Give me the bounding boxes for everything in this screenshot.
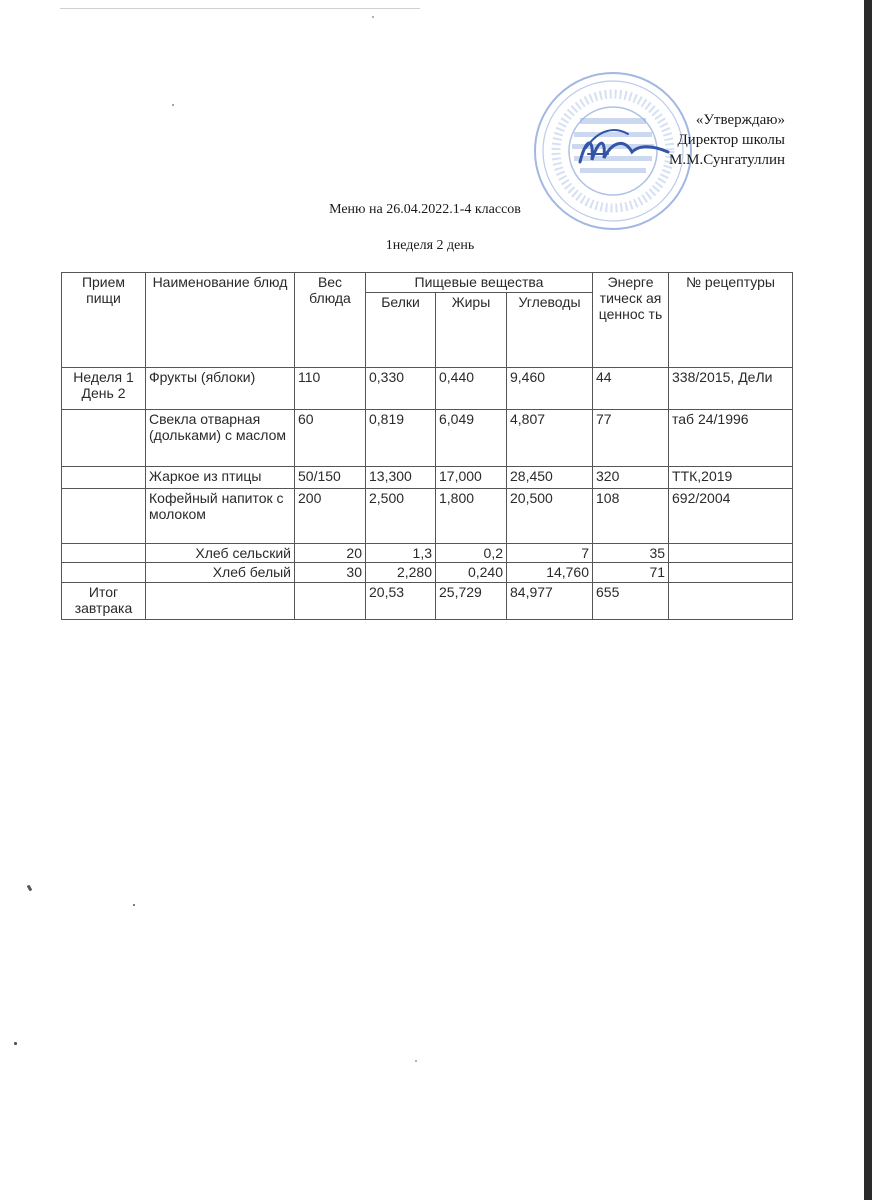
- cell-carbs: 28,450: [507, 467, 593, 489]
- scan-edge-line: [60, 8, 420, 9]
- cell-protein: 2,280: [366, 563, 436, 583]
- cell-recipe: [669, 544, 793, 563]
- header-energy: Энерге тическ ая ценнос ть: [593, 273, 669, 368]
- header-meal: Прием пищи: [62, 273, 146, 368]
- scan-speck: [172, 104, 174, 106]
- cell-energy: 71: [593, 563, 669, 583]
- cell-weight: 110: [295, 368, 366, 410]
- header-recipe: № рецептуры: [669, 273, 793, 368]
- approval-line-2: Директор школы: [677, 132, 785, 148]
- cell-meal: [62, 489, 146, 544]
- approval-block: [620, 110, 785, 170]
- cell-recipe: таб 24/1996: [669, 410, 793, 467]
- cell-dish: Жаркое из птицы: [146, 467, 295, 489]
- cell-recipe: [669, 563, 793, 583]
- cell-meal: [62, 563, 146, 583]
- cell-fat: 17,000: [436, 467, 507, 489]
- header-carbs: Углеводы: [507, 293, 593, 368]
- cell-protein: 0,330: [366, 368, 436, 410]
- cell-energy: 77: [593, 410, 669, 467]
- cell-meal: Итог завтрака: [62, 583, 146, 620]
- cell-protein: 2,500: [366, 489, 436, 544]
- menu-table: [61, 272, 793, 620]
- scan-speck: [27, 885, 33, 892]
- cell-dish: Хлеб белый: [146, 563, 295, 583]
- cell-energy: 44: [593, 368, 669, 410]
- cell-dish: Фрукты (яблоки): [146, 368, 295, 410]
- cell-recipe: [669, 583, 793, 620]
- cell-recipe: 692/2004: [669, 489, 793, 544]
- cell-dish: Хлеб сельский: [146, 544, 295, 563]
- cell-fat: 1,800: [436, 489, 507, 544]
- cell-dish: Кофейный напиток с молоком: [146, 489, 295, 544]
- header-protein: Белки: [366, 293, 436, 368]
- scan-speck: [372, 16, 374, 18]
- scan-speck: [133, 904, 135, 906]
- approval-line-3: М.М.Сунгатуллин: [669, 152, 785, 168]
- cell-weight: 60: [295, 410, 366, 467]
- table-row: [62, 410, 793, 467]
- cell-weight: 20: [295, 544, 366, 563]
- cell-energy: 320: [593, 467, 669, 489]
- cell-fat: 6,049: [436, 410, 507, 467]
- cell-energy: 655: [593, 583, 669, 620]
- cell-weight: 50/150: [295, 467, 366, 489]
- cell-carbs: 4,807: [507, 410, 593, 467]
- cell-recipe: ТТК,2019: [669, 467, 793, 489]
- header-nutrients: Пищевые вещества: [366, 273, 593, 293]
- cell-protein: 20,53: [366, 583, 436, 620]
- cell-protein: 13,300: [366, 467, 436, 489]
- table-row: [62, 563, 793, 583]
- table-row: [62, 368, 793, 410]
- table-row: [62, 467, 793, 489]
- cell-energy: 35: [593, 544, 669, 563]
- cell-weight: 30: [295, 563, 366, 583]
- header-dish: Наименование блюд: [146, 273, 295, 368]
- header-weight: Вес блюда: [295, 273, 366, 368]
- cell-weight: [295, 583, 366, 620]
- cell-fat: 0,2: [436, 544, 507, 563]
- cell-dish: [146, 583, 295, 620]
- cell-protein: 0,819: [366, 410, 436, 467]
- document-subtitle: 1неделя 2 день: [385, 238, 475, 253]
- cell-carbs: 7: [507, 544, 593, 563]
- document-title: [0, 202, 860, 218]
- cell-protein: 1,3: [366, 544, 436, 563]
- header-fat: Жиры: [436, 293, 507, 368]
- table-row: [62, 489, 793, 544]
- table-header-row: [62, 273, 793, 293]
- table-row: [62, 544, 793, 563]
- cell-fat: 0,240: [436, 563, 507, 583]
- cell-dish: Свекла отварная (дольками) с маслом: [146, 410, 295, 467]
- cell-meal: [62, 410, 146, 467]
- cell-meal: Неделя 1 День 2: [62, 368, 146, 410]
- document-title-text: Меню на 26.04.2022.1-4 классов: [329, 202, 521, 217]
- cell-fat: 25,729: [436, 583, 507, 620]
- cell-carbs: 84,977: [507, 583, 593, 620]
- cell-fat: 0,440: [436, 368, 507, 410]
- cell-carbs: 14,760: [507, 563, 593, 583]
- cell-meal: [62, 467, 146, 489]
- cell-carbs: 20,500: [507, 489, 593, 544]
- scan-speck: [14, 1042, 17, 1045]
- scan-speck: [415, 1060, 417, 1062]
- cell-recipe: 338/2015, ДеЛи: [669, 368, 793, 410]
- cell-weight: 200: [295, 489, 366, 544]
- cell-carbs: 9,460: [507, 368, 593, 410]
- scan-right-edge: [864, 0, 872, 1200]
- table-row-total: [62, 583, 793, 620]
- cell-meal: [62, 544, 146, 563]
- approval-line-1: «Утверждаю»: [695, 112, 785, 128]
- cell-energy: 108: [593, 489, 669, 544]
